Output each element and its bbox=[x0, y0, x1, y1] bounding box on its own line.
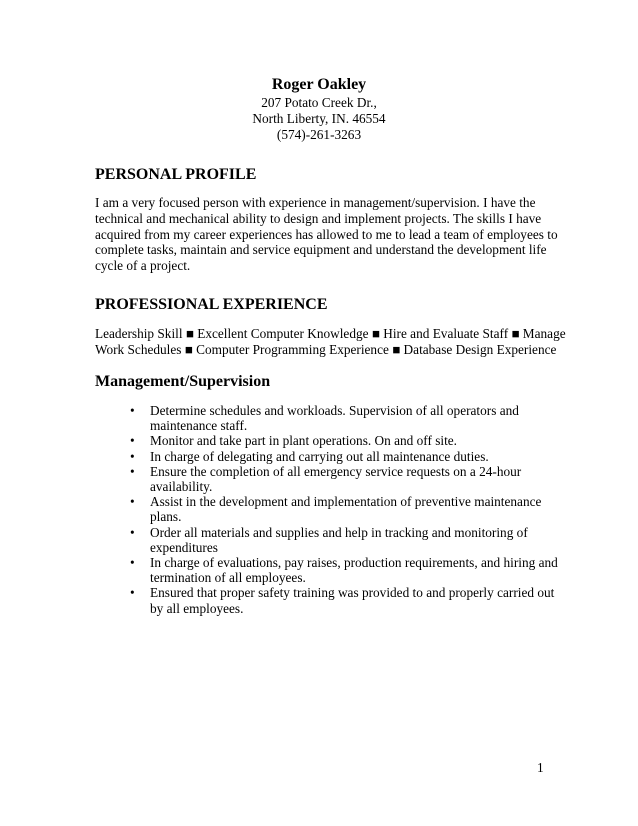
management-duties-list bbox=[130, 403, 558, 616]
list-item-line: Ensure the completion of all emergency service requests on a 24-hour bbox=[150, 463, 522, 479]
list-item-line: by all employees. bbox=[150, 600, 244, 616]
bullet-icon: • bbox=[130, 448, 135, 464]
skills-line: Work Schedules ■ Computer Programming Experience ■ Database Design Experience bbox=[95, 341, 557, 357]
bullet-icon: • bbox=[130, 494, 135, 510]
phone-number: (574)-261-3263 bbox=[276, 127, 362, 142]
list-item-line: Ensured that proper safety training was provided to and properly carried out bbox=[150, 585, 555, 601]
list-item-line: Order all materials and supplies and help in tracking and monitoring of bbox=[150, 524, 528, 540]
list-item-line: Assist in the development and implementation of preventive maintenance bbox=[150, 494, 542, 510]
bullet-icon: • bbox=[130, 524, 135, 540]
personal-profile-text bbox=[95, 195, 558, 274]
list-item-line: availability. bbox=[150, 479, 213, 495]
page-number: 1 bbox=[537, 760, 544, 775]
list-item-line: In charge of evaluations, pay raises, production requirements, and hiring and bbox=[150, 555, 558, 571]
list-item-line: plans. bbox=[150, 509, 182, 525]
list-item-line: expenditures bbox=[150, 539, 218, 555]
list-item-line: maintenance staff. bbox=[150, 418, 248, 434]
bullet-icon: • bbox=[130, 555, 135, 571]
management-heading: Management/Supervision bbox=[95, 373, 271, 390]
list-item-line: Determine schedules and workloads. Supervision of all operators and bbox=[150, 403, 519, 418]
list-item bbox=[130, 433, 550, 448]
skills-line: Leadership Skill ■ Excellent Computer Knowledge ■ Hire and Evaluate Staff ■ Manage bbox=[95, 326, 566, 341]
profile-line: cycle of a project. bbox=[95, 258, 191, 274]
list-item bbox=[130, 449, 550, 464]
address-line-2: North Liberty, IN. 46554 bbox=[252, 111, 386, 126]
list-item bbox=[130, 555, 558, 586]
profile-line: complete tasks, maintain and service equipment and understand the development life bbox=[95, 242, 547, 258]
profile-line: technical and mechanical ability to design and implement projects. The skills I have bbox=[95, 210, 542, 226]
list-item bbox=[130, 525, 550, 555]
profile-line: acquired from my career experiences has allowed to me to lead a team of employees to bbox=[95, 226, 558, 242]
bullet-icon: • bbox=[130, 433, 135, 449]
bullet-icon: • bbox=[130, 403, 135, 418]
personal-profile-heading: PERSONAL PROFILE bbox=[95, 166, 257, 183]
list-item bbox=[130, 585, 555, 616]
bullet-icon: • bbox=[130, 585, 135, 601]
skills-summary bbox=[95, 326, 566, 358]
list-item bbox=[130, 464, 550, 494]
list-item bbox=[130, 403, 550, 433]
contact-header bbox=[0, 75, 638, 143]
list-item bbox=[130, 494, 550, 524]
list-item-line: termination of all employees. bbox=[150, 570, 306, 586]
list-item-line: In charge of delegating and carrying out all maintenance duties. bbox=[150, 448, 489, 464]
profile-line: I am a very focused person with experience in management/supervision. I have the bbox=[95, 195, 536, 210]
bullet-icon: • bbox=[130, 463, 135, 479]
list-item-line: Monitor and take part in plant operations. On and off site. bbox=[150, 433, 457, 449]
applicant-name: Roger Oakley bbox=[271, 76, 367, 93]
address-line-1: 207 Potato Creek Dr., bbox=[261, 95, 377, 110]
professional-experience-heading: PROFESSIONAL EXPERIENCE bbox=[95, 296, 328, 313]
